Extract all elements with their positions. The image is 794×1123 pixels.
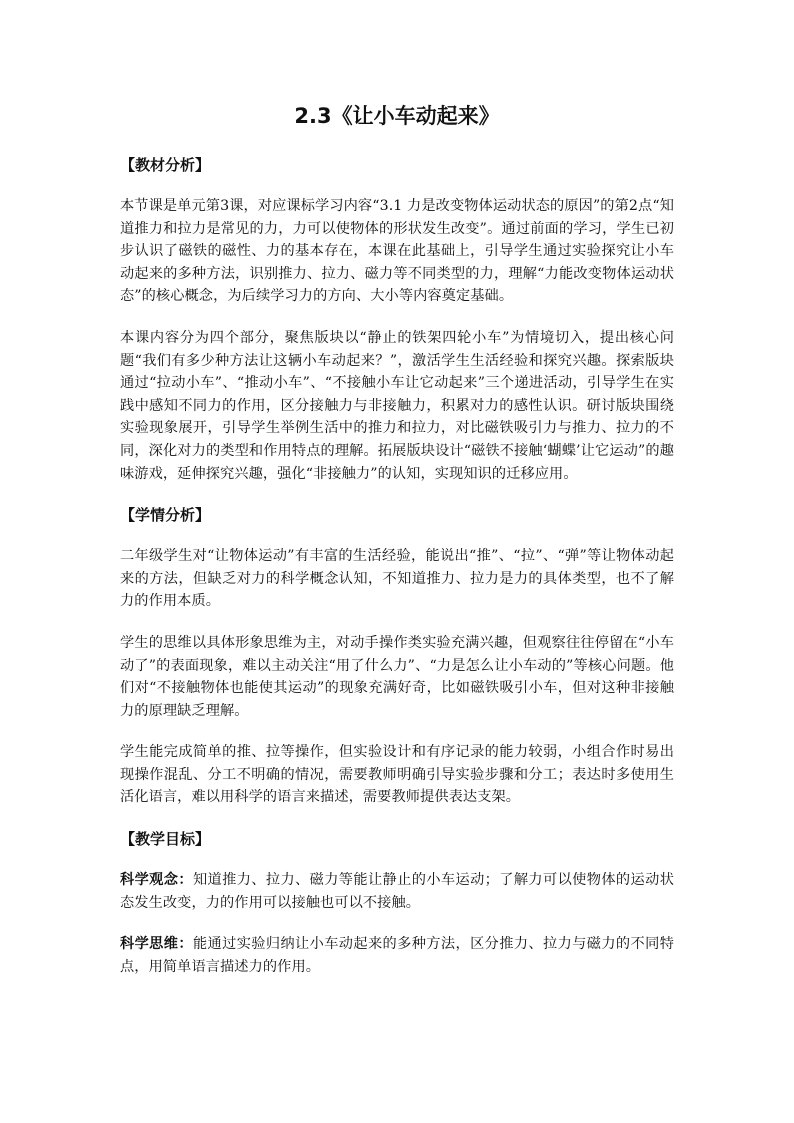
section-heading-textbook-analysis: 【教材分析】 <box>120 156 211 174</box>
learner-analysis-paragraph-1: 二年级学生对“让物体运动”有丰富的生活经验，能说出“推”、“拉”、“弹”等让物体动起来的方法，但缺乏对力的科学概念认知，不知道推力、拉力是力的具体类型，也不了解力的作用本质。 <box>120 548 674 610</box>
goal-text-scientific-thinking: 能通过实验归纳让小车动起来的多种方法，区分推力、拉力与磁力的不同特点，用简单语言描述力的作用。 <box>120 936 674 975</box>
learner-analysis-paragraph-3: 学生能完成简单的推、拉等操作，但实验设计和有序记录的能力较弱，小组合作时易出现操作混乱、分工不明确的情况，需要教师明确引导实验步骤和分工；表达时多使用生活化语言，难以用科学的语言来描述，需要教师提供表达支架。 <box>120 744 674 806</box>
section-heading-teaching-goals: 【教学目标】 <box>120 830 211 849</box>
teaching-goal-scientific-thinking <box>120 933 674 978</box>
textbook-analysis-paragraph-1: 本节课是单元第3课，对应课标学习内容“3.1 力是改变物体运动状态的原因”的第2点“知道推力和拉力是常见的力，力可以使物体的形状发生改变”。通过前面的学习，学生已初步认识了磁铁的磁性、力的基本存在，本课在此基础上，引导学生通过实验探究让小车动起来的多种方法，识别推力、拉力、磁力等不同类型的力，理解“力能改变物体运动状态”的核心概念，为后续学习力的方向、大小等内容奠定基础。 <box>120 198 674 305</box>
goal-label-scientific-concept: 科学观念： <box>120 872 193 889</box>
teaching-goal-scientific-concept <box>120 869 674 914</box>
page-title: 2.3《让小车动起来》 <box>294 104 500 128</box>
goal-label-scientific-thinking: 科学思维： <box>120 936 193 953</box>
section-heading-learner-analysis: 【学情分析】 <box>120 506 211 525</box>
goal-text-scientific-concept: 知道推力、拉力、磁力等能让静止的小车运动；了解力可以使物体的运动状态发生改变，力的作用可以接触也可以不接触。 <box>120 872 674 911</box>
document-body <box>120 98 674 997</box>
textbook-analysis-paragraph-2: 本课内容分为四个部分，聚焦版块以“静止的铁架四轮小车”为情境切入，提出核心问题“我们有多少种方法让这辆小车动起来？”，激活学生生活经验和探究兴趣。探索版块通过“拉动小车”、“推动小车”、“不接触小车让它动起来”三个递进活动，引导学生在实践中感知不同力的作用，区分接触力与非接触力，积累对力的感性认识。研讨版块围绕实验现象展开，引导学生举例生活中的推力和拉力，对比磁铁吸引力与推力、拉力的不同，深化对力的类型和作用特点的理解。拓展版块设计“磁铁不接触‘蝴蝶’让它运动”的趣味游戏，延伸探究兴趣，强化“非接触力”的认知，实现知识的迁移应用。 <box>120 329 674 482</box>
learner-analysis-paragraph-2: 学生的思维以具体形象思维为主，对动手操作类实验充满兴趣，但观察往往停留在“小车动了”的表面现象，难以主动关注“用了什么力”、“力是怎么让小车动的”等核心问题。他们对“不接触物体也能使其运动”的现象充满好奇，比如磁铁吸引小车，但对这种非接触力的原理缺乏理解。 <box>120 634 674 719</box>
